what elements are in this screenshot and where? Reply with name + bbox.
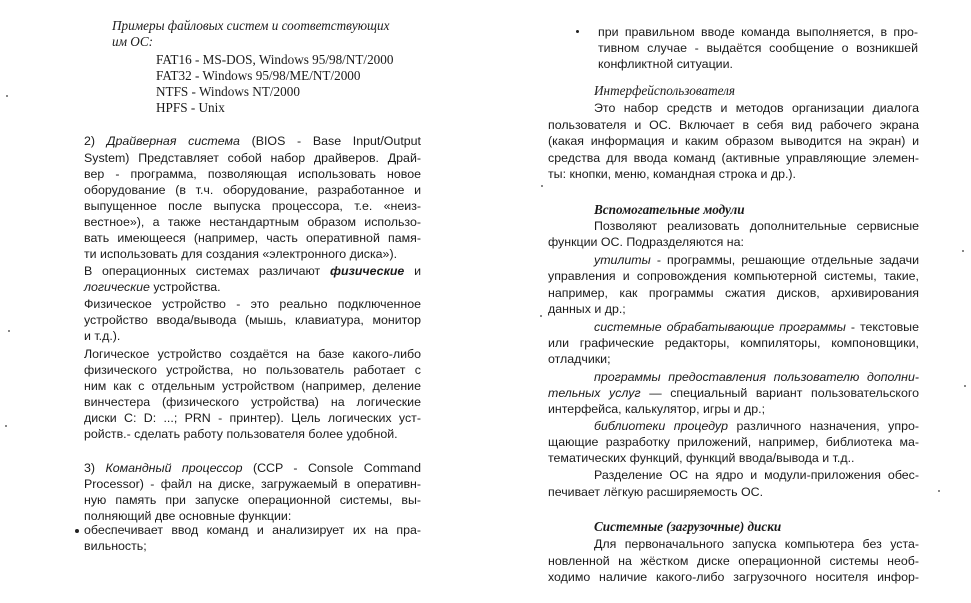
paragraph-line: отладчики; xyxy=(548,352,611,366)
text-run: В операционных системах различают xyxy=(84,264,321,278)
paragraph-line: ним как с отдельным устройством (например, деление xyxy=(84,379,421,393)
paragraph-line: Логическое устройство создаётся на базе какого-либо xyxy=(84,347,421,361)
paragraph-line: вестное»), а также нестандартным образом использо- xyxy=(84,215,421,229)
section-title-tail: (CCP - Console Command xyxy=(252,461,421,475)
paragraph-line: винчестера (физического устройства) на логические xyxy=(84,395,421,409)
term-user-services: программы предоставления пользователю дополни- xyxy=(594,370,919,384)
paragraph-line: Физическое устройство - это реально подключенное xyxy=(84,297,421,311)
section-title: Системные (загрузочные) диски xyxy=(594,519,782,534)
term-utilities: утилиты xyxy=(594,253,651,267)
paragraph-line: интерфейса, калькулятор, игры и др.; xyxy=(548,402,766,416)
paragraph-line xyxy=(594,252,919,268)
paragraph-line: ти использовать для создания «электронного диска»). xyxy=(84,247,398,261)
term-physical: физические xyxy=(329,264,405,278)
paragraph-line: и т.д.). xyxy=(84,329,121,343)
paragraph-line: Позволяют реализовать дополнительные сервисные xyxy=(594,219,919,233)
paragraph-line xyxy=(594,319,919,335)
section-3-heading-line xyxy=(84,460,421,476)
bullet-line: при правильном вводе команда выполняется, в про- xyxy=(598,25,918,39)
term-system-programs: системные обрабатывающие программы xyxy=(594,320,846,334)
paragraph-line: выпущенное после выпуска процессора, т.е. «неиз- xyxy=(84,199,421,213)
paragraph-line xyxy=(548,385,919,401)
paragraph-line: щающие разработку приложений, например, библиотека ма- xyxy=(548,435,919,449)
paragraph-line: печивает лёгкую расширяемость ОС. xyxy=(548,485,764,499)
paragraph-line xyxy=(84,263,421,279)
left-page xyxy=(84,0,424,603)
paragraph-line: пользователя и ОС. Включает в себя вид рабочего экрана xyxy=(548,118,919,132)
paragraph-line: оборудование (в т.ч. оборудование, разработанное и xyxy=(84,183,421,197)
paragraph-line: Для первоначального запуска компьютера без уста- xyxy=(594,537,919,551)
section-title: Командный процессор xyxy=(105,461,243,475)
bullet-icon xyxy=(576,30,579,33)
paragraph-line: диски С: D: ...; PRN - принтер). Цель логических уст- xyxy=(84,411,421,425)
paragraph-line: данных и др.; xyxy=(548,302,626,316)
bullet-line: обеспечивает ввод команд и анализирует их на пра- xyxy=(84,523,421,537)
right-page xyxy=(548,0,920,603)
paragraph-line: управления и сопровождения компьютерной системы, такие, xyxy=(548,269,919,283)
paragraph-line: устройство ввода/вывода (мышь, клавиатура, монитор xyxy=(84,313,421,327)
scan-speck xyxy=(541,185,543,187)
bullet-line: конфликтной ситуации. xyxy=(598,57,733,71)
scan-speck xyxy=(938,490,940,492)
section-title-tail: (BIOS - Base Input/Output xyxy=(251,134,421,148)
paragraph-line: тематических функций, функций ввода/вывода и т.д.. xyxy=(548,451,855,465)
scan-speck xyxy=(962,250,964,252)
paragraph-line: System) Представляет собой набор драйверов. Драй- xyxy=(84,151,421,165)
scan-speck xyxy=(6,95,8,97)
section-number: 3) xyxy=(84,461,96,475)
text-run: - текстовые xyxy=(850,320,919,334)
fs-list-item: FAT32 - Windows 95/98/ME/NT/2000 xyxy=(156,68,361,83)
paragraph-line: полняющий две основные функции: xyxy=(84,509,292,523)
paragraph-line: или графические редакторы, компиляторы, компоновщики, xyxy=(548,336,919,350)
text-run: устройства. xyxy=(153,280,221,294)
paragraph-line: функции ОС. Подразделяются на: xyxy=(548,235,744,249)
section-title: Интерфейспользователя xyxy=(594,83,736,98)
text-run: - программы, решающие отдельные задачи xyxy=(656,253,920,267)
scan-speck xyxy=(5,425,7,427)
paragraph-line: новленной на жёстком диске операционной системы необ- xyxy=(548,554,919,568)
paragraph-line: ты: кнопки, меню, командная строка и др.). xyxy=(548,167,796,181)
fs-examples-heading-cont: им ОС: xyxy=(112,34,154,49)
paragraph-line xyxy=(84,279,221,295)
paragraph-line: Processor) - файл на диске, загружаемый в оперативн- xyxy=(84,477,421,491)
paragraph-line: ную память при запуске операционной системы, вы- xyxy=(84,493,421,507)
paragraph-line: (какая информация и каким образом выводится на экран) и xyxy=(548,134,919,148)
term-logical: логические xyxy=(84,280,150,294)
paragraph-line xyxy=(594,418,919,434)
paragraph-line: вать имеющееся (например, часть оперативной памя- xyxy=(84,231,421,245)
scan-speck xyxy=(964,385,966,387)
paragraph-line: Разделение ОС на ядро и модули-приложения обес- xyxy=(594,468,919,482)
scan-speck xyxy=(8,330,10,332)
paragraph-line: ходимо наличие какого-либо загрузочного носителя инфор- xyxy=(548,570,919,584)
bullet-line: вильность; xyxy=(84,539,147,553)
text-run: — специальный вариант пользовательского xyxy=(649,386,919,400)
paragraph-line: физического устройства, но пользователь работает с xyxy=(84,363,421,377)
bullet-icon xyxy=(75,529,79,533)
bullet-line: тивном случае - выдаётся сообщение о возникшей xyxy=(598,41,918,55)
section-2-heading-line xyxy=(84,133,421,149)
section-number: 2) xyxy=(84,134,96,148)
section-title: Драйверная система xyxy=(106,134,240,148)
fs-examples-heading: Примеры файловых систем и соответствующих xyxy=(112,18,390,33)
text-run: различного назначения, упро- xyxy=(736,419,919,433)
paragraph-line: ройств.- сделать работу пользователя более удобной. xyxy=(84,427,398,441)
fs-list-item: NTFS - Windows NT/2000 xyxy=(156,84,300,99)
paragraph-line: Это набор средств и методов организации диалога xyxy=(594,101,919,115)
scan-speck xyxy=(540,315,542,317)
paragraph-line: вер - программа, позволяющая использовать новое xyxy=(84,167,421,181)
text-run: и xyxy=(414,264,421,278)
paragraph-line: например, как программы сжатия дисков, архивирования xyxy=(548,286,919,300)
fs-list-item: FAT16 - MS-DOS, Windows 95/98/NT/2000 xyxy=(156,52,394,67)
term-user-services-cont: тельных услуг xyxy=(548,386,641,400)
section-title: Вспомогательные модули xyxy=(594,202,745,217)
fs-list-item: HPFS - Unix xyxy=(156,100,225,115)
paragraph-line: средства для ввода команд (активные управляющие элемен- xyxy=(548,151,919,165)
term-libraries: библиотеки процедур xyxy=(594,419,729,433)
